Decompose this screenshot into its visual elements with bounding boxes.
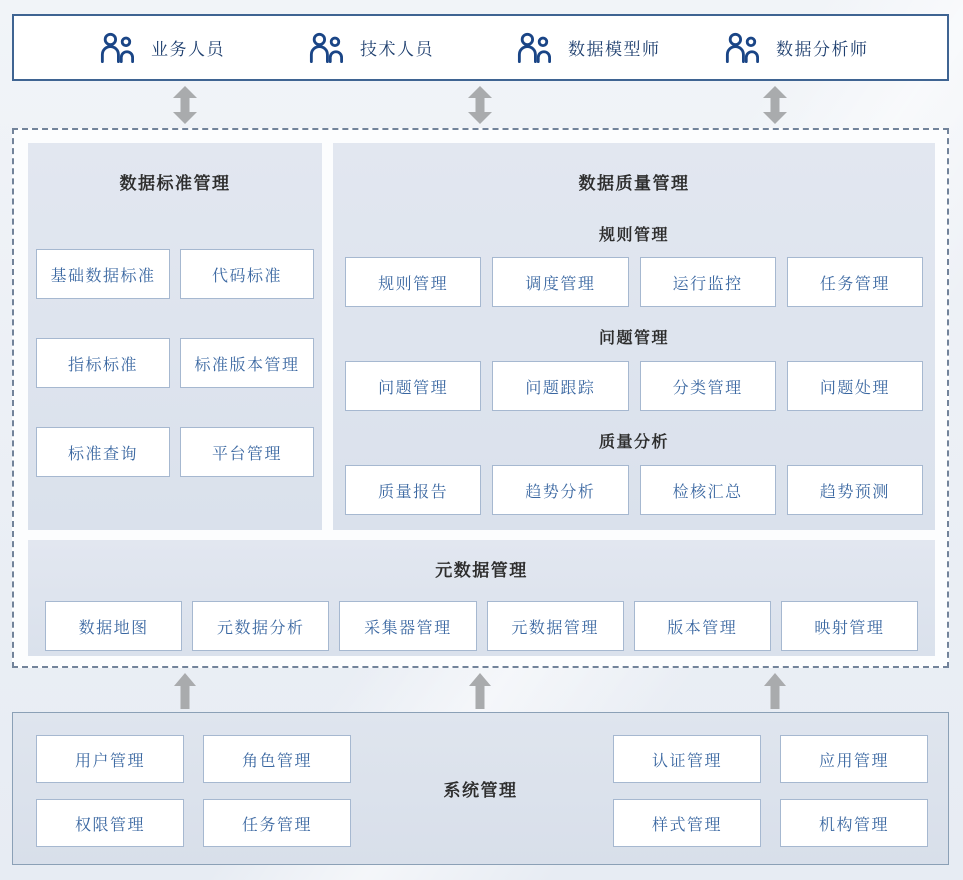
role-data-analyst	[725, 16, 869, 79]
module-button[interactable]: 标准版本管理	[180, 338, 314, 388]
group-title: 问题管理	[598, 330, 669, 347]
module-button[interactable]: 权限管理	[36, 799, 184, 847]
panel-data-quality-management	[333, 143, 935, 530]
users-icon	[517, 32, 551, 63]
module-button[interactable]: 规则管理	[345, 257, 481, 307]
module-button[interactable]: 元数据管理	[487, 601, 624, 651]
module-button[interactable]: 应用管理	[780, 735, 928, 783]
panel-data-standard-management	[28, 143, 322, 530]
up-arrow-icon	[173, 673, 197, 709]
role-label: 技术人员	[360, 40, 434, 59]
module-button[interactable]: 分类管理	[640, 361, 776, 411]
module-button[interactable]: 调度管理	[492, 257, 628, 307]
rule-modules-row	[333, 257, 935, 307]
double-arrow-icon	[467, 86, 493, 124]
metadata-modules-row	[28, 601, 935, 651]
system-modules-left-grid	[36, 735, 351, 847]
double-arrow-icon	[762, 86, 788, 124]
module-button[interactable]: 任务管理	[203, 799, 351, 847]
users-icon	[100, 32, 134, 63]
module-button[interactable]: 趋势分析	[492, 465, 628, 515]
role-data-modeler	[517, 16, 661, 79]
module-button[interactable]: 数据地图	[45, 601, 182, 651]
role-technical-user	[309, 16, 434, 79]
module-button[interactable]: 任务管理	[787, 257, 923, 307]
panel-title: 元数据管理	[435, 561, 528, 580]
module-button[interactable]: 样式管理	[613, 799, 761, 847]
role-label: 数据模型师	[568, 40, 661, 59]
standard-modules-grid	[28, 249, 322, 477]
module-button[interactable]: 平台管理	[180, 427, 314, 477]
system-modules-right-grid	[613, 735, 928, 847]
module-button[interactable]: 质量报告	[345, 465, 481, 515]
module-button[interactable]: 机构管理	[780, 799, 928, 847]
users-icon	[309, 32, 343, 63]
double-arrow-icon	[172, 86, 198, 124]
module-button[interactable]: 问题管理	[345, 361, 481, 411]
module-button[interactable]: 检核汇总	[640, 465, 776, 515]
panel-metadata-management	[28, 540, 935, 656]
module-button[interactable]: 代码标准	[180, 249, 314, 299]
panel-title: 数据标准管理	[119, 174, 231, 193]
module-button[interactable]: 运行监控	[640, 257, 776, 307]
analysis-modules-row	[333, 465, 935, 515]
module-button[interactable]: 角色管理	[203, 735, 351, 783]
role-label: 业务人员	[151, 40, 225, 59]
module-button[interactable]: 映射管理	[781, 601, 918, 651]
module-button[interactable]: 指标标准	[36, 338, 170, 388]
module-button[interactable]: 趋势预测	[787, 465, 923, 515]
group-title: 规则管理	[598, 227, 669, 244]
up-arrow-icon	[763, 673, 787, 709]
module-button[interactable]: 采集器管理	[339, 601, 476, 651]
roles-bar	[12, 14, 949, 81]
up-arrow-icon	[468, 673, 492, 709]
module-button[interactable]: 标准查询	[36, 427, 170, 477]
panel-system-management	[12, 712, 949, 865]
issue-modules-row	[333, 361, 935, 411]
role-business-user	[100, 16, 225, 79]
module-button[interactable]: 用户管理	[36, 735, 184, 783]
role-label: 数据分析师	[776, 40, 869, 59]
module-button[interactable]: 问题处理	[787, 361, 923, 411]
platform-container	[12, 128, 949, 668]
panel-title: 数据质量管理	[578, 174, 690, 193]
module-button[interactable]: 版本管理	[634, 601, 771, 651]
group-title: 质量分析	[598, 434, 669, 451]
module-button[interactable]: 基础数据标准	[36, 249, 170, 299]
module-button[interactable]: 元数据分析	[192, 601, 329, 651]
module-button[interactable]: 问题跟踪	[492, 361, 628, 411]
module-button[interactable]: 认证管理	[613, 735, 761, 783]
users-icon	[725, 32, 759, 63]
panel-title: 系统管理	[443, 781, 518, 800]
